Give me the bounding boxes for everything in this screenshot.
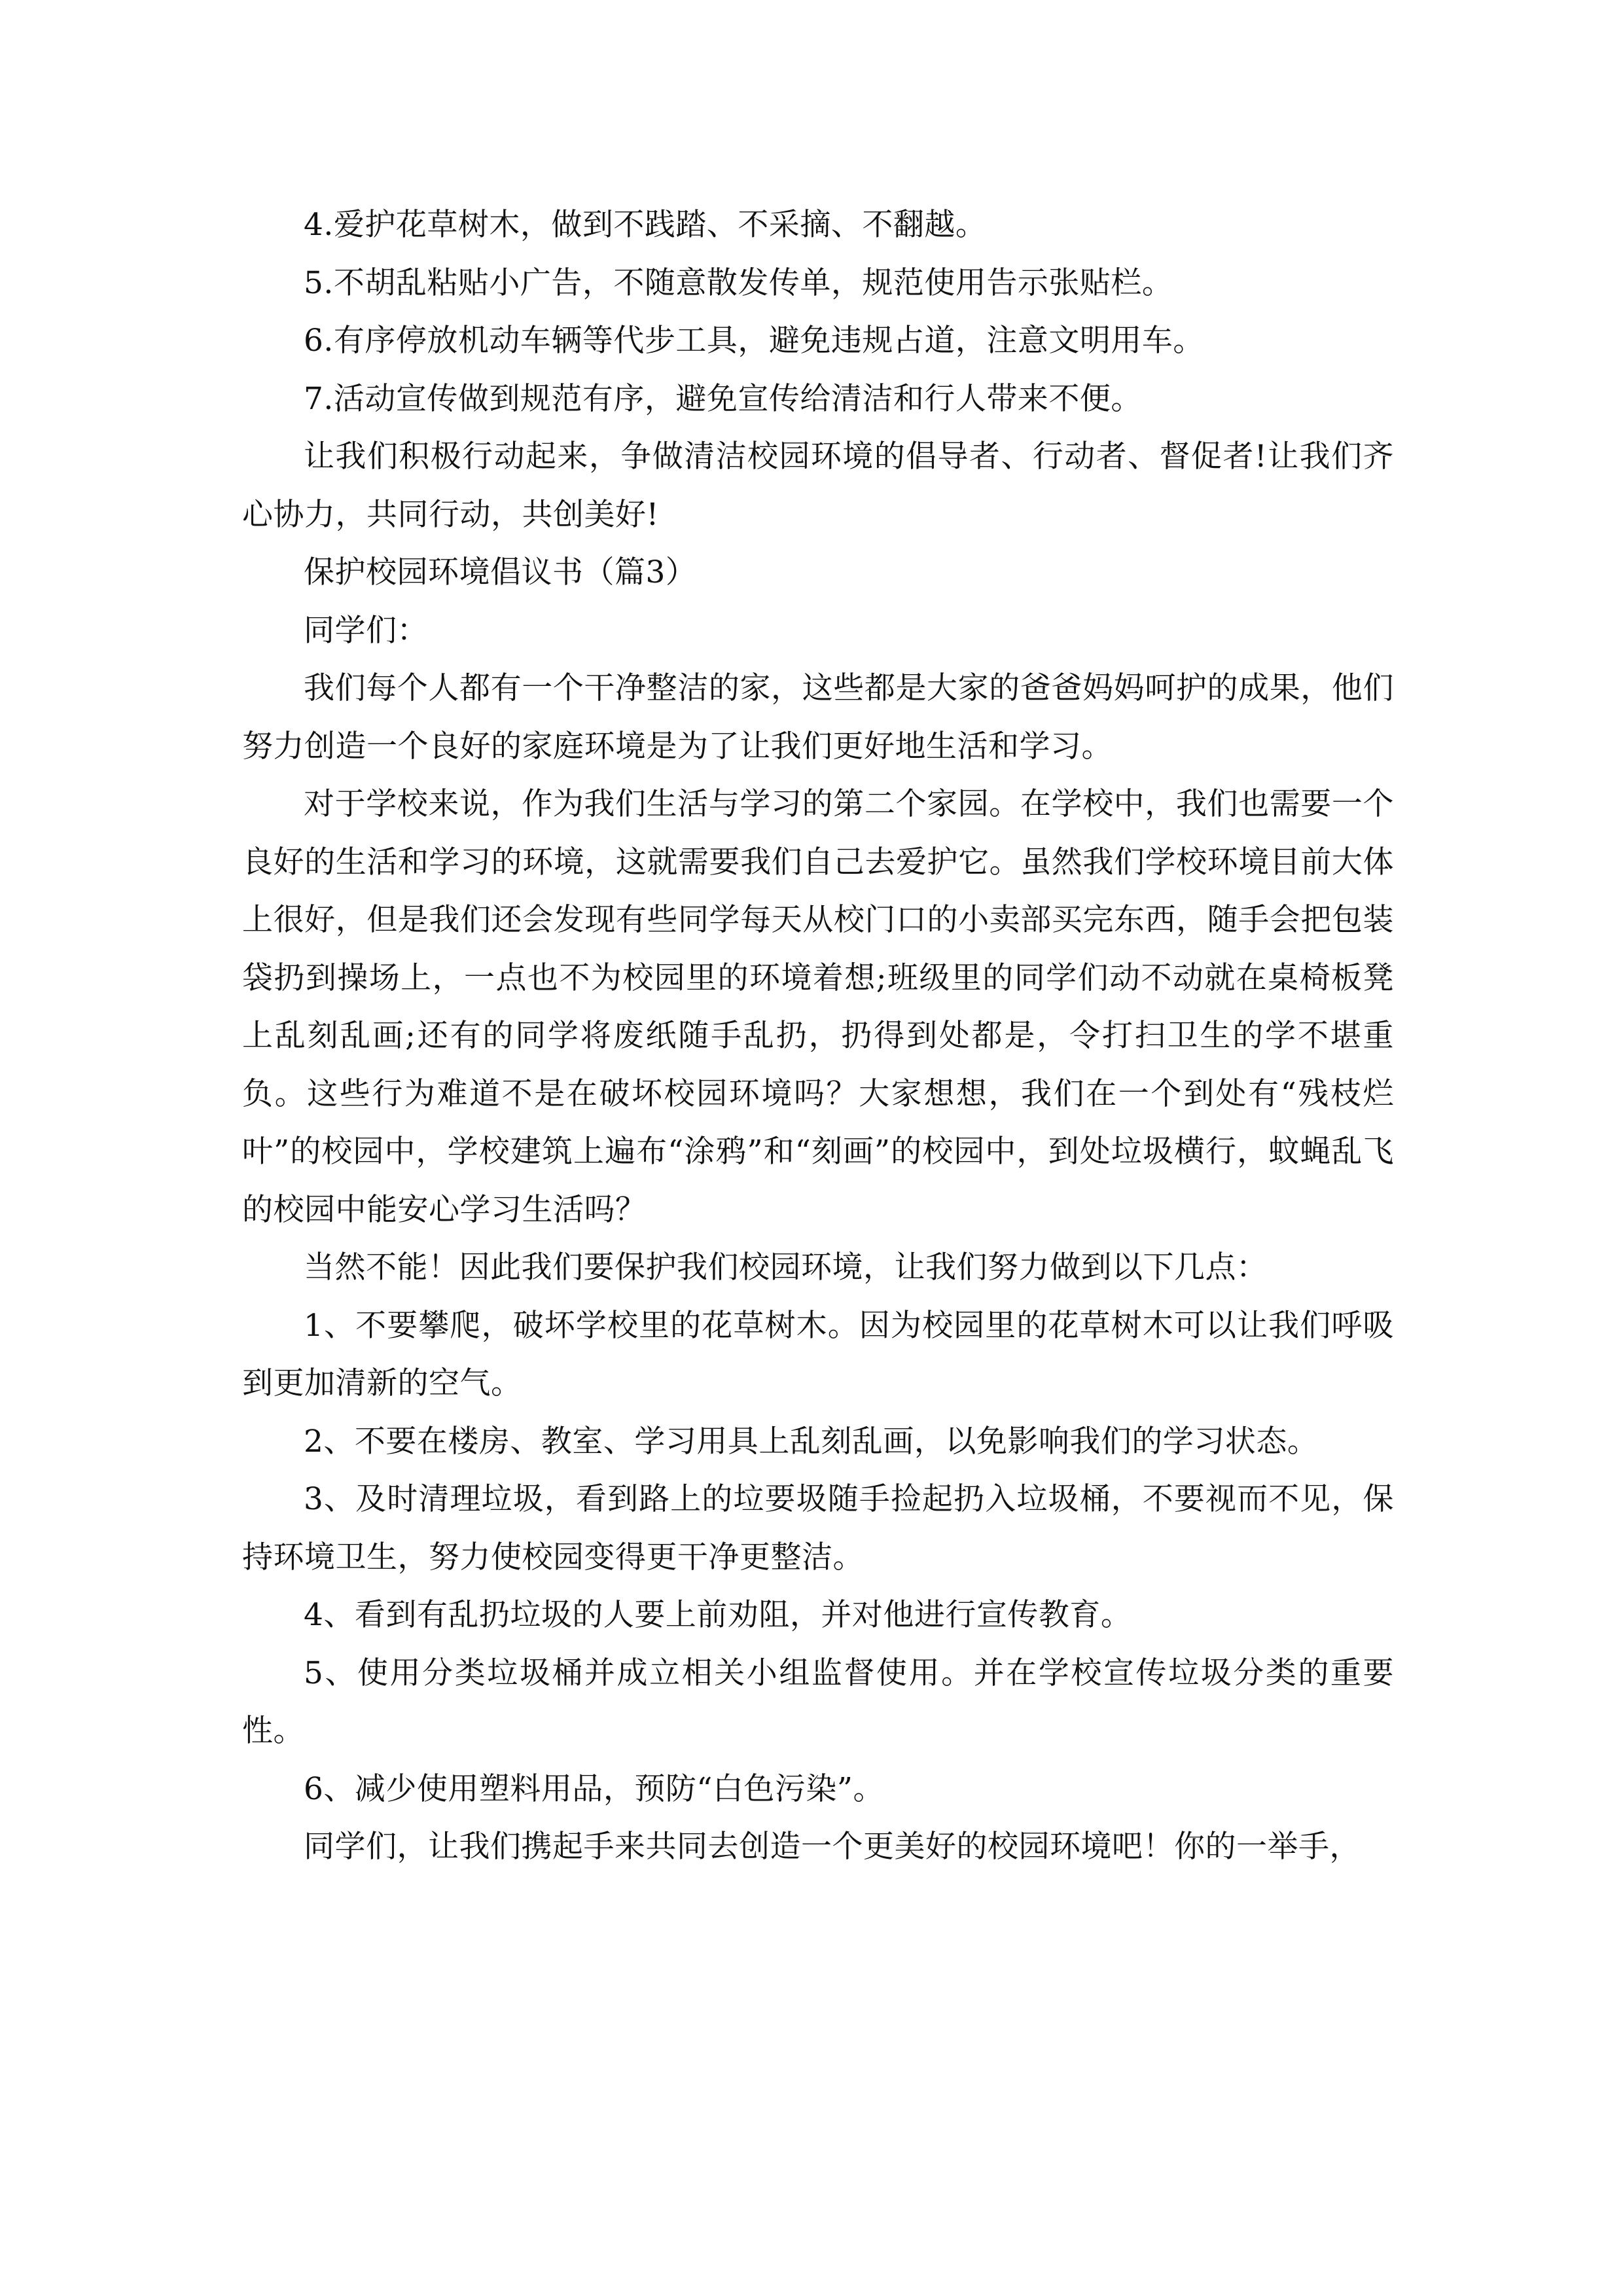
body-paragraph: 对于学校来说，作为我们生活与学习的第二个家园。在学校中，我们也需要一个良好的生活和学习的环境，这就需要我们自己去爱护它。虽然我们学校环境目前大体上很好，但是我们还会发现有些同学每天从校门口的小卖部买完东西，随手会把包装袋扔到操场上，一点也不为校园里的环境着想;班级里的同学们动不动就在桌椅板凳上乱刻乱画;还有的同学将废纸随手乱扔，扔得到处都是，令打扫卫生的学不堪重负。这些行为难道不是在破坏校园环境吗？大家想想，我们在一个到处有“残枝烂叶”的校园中，学校建筑上遍布“涂鸦”和“刻画”的校园中，到处垃圾横行，蚊蝇乱飞的校园中能安心学习生活吗？ [242,786,1394,1228]
list-item-4: 4.爱护花草树木，做到不践踏、不采摘、不翻越。 [304,207,987,243]
closing-paragraph: 让我们积极行动起来，争做清洁校园环境的倡导者、行动者、督促者!让我们齐心协力，共同行动，共创美好! [242,439,1394,533]
body-paragraph: 我们每个人都有一个干净整洁的家，这些都是大家的爸爸妈妈呵护的成果，他们努力创造一个良好的家庭环境是为了让我们更好地生活和学习。 [242,670,1394,764]
section-heading: 保护校园环境倡议书（篇3） [304,554,697,590]
document-body [242,196,1394,1876]
numbered-item-1: 1、不要攀爬，破坏学校里的花草树木。因为校园里的花草树木可以让我们呼吸到更加清新的空气。 [242,1307,1394,1401]
list-item-5: 5.不胡乱粘贴小广告，不随意散发传单，规范使用告示张贴栏。 [304,264,1173,301]
body-paragraph: 当然不能！因此我们要保护我们校园环境，让我们努力做到以下几点： [304,1249,1268,1285]
closing-paragraph: 同学们，让我们携起手来共同去创造一个更美好的校园环境吧！你的一举手， [304,1829,1361,1865]
numbered-item-3: 3、及时清理垃圾，看到路上的垃要圾随手捡起扔入垃圾桶，不要视而不见，保持环境卫生，努力使校园变得更干净更整洁。 [242,1481,1394,1575]
numbered-item-4: 4、看到有乱扔垃圾的人要上前劝阻，并对他进行宣传教育。 [304,1597,1132,1633]
list-item-6: 6.有序停放机动车辆等代步工具，避免违规占道，注意文明用车。 [304,323,1204,359]
salutation: 同学们： [304,612,428,649]
numbered-item-2: 2、不要在楼房、教室、学习用具上乱刻乱画，以免影响我们的学习状态。 [304,1423,1319,1460]
numbered-item-6: 6、减少使用塑料用品，预防“白色污染”。 [304,1770,884,1807]
list-item-7: 7.活动宣传做到规范有序，避免宣传给清洁和行人带来不便。 [304,380,1142,417]
numbered-item-5: 5、使用分类垃圾桶并成立相关小组监督使用。并在学校宣传垃圾分类的重要性。 [242,1655,1394,1749]
